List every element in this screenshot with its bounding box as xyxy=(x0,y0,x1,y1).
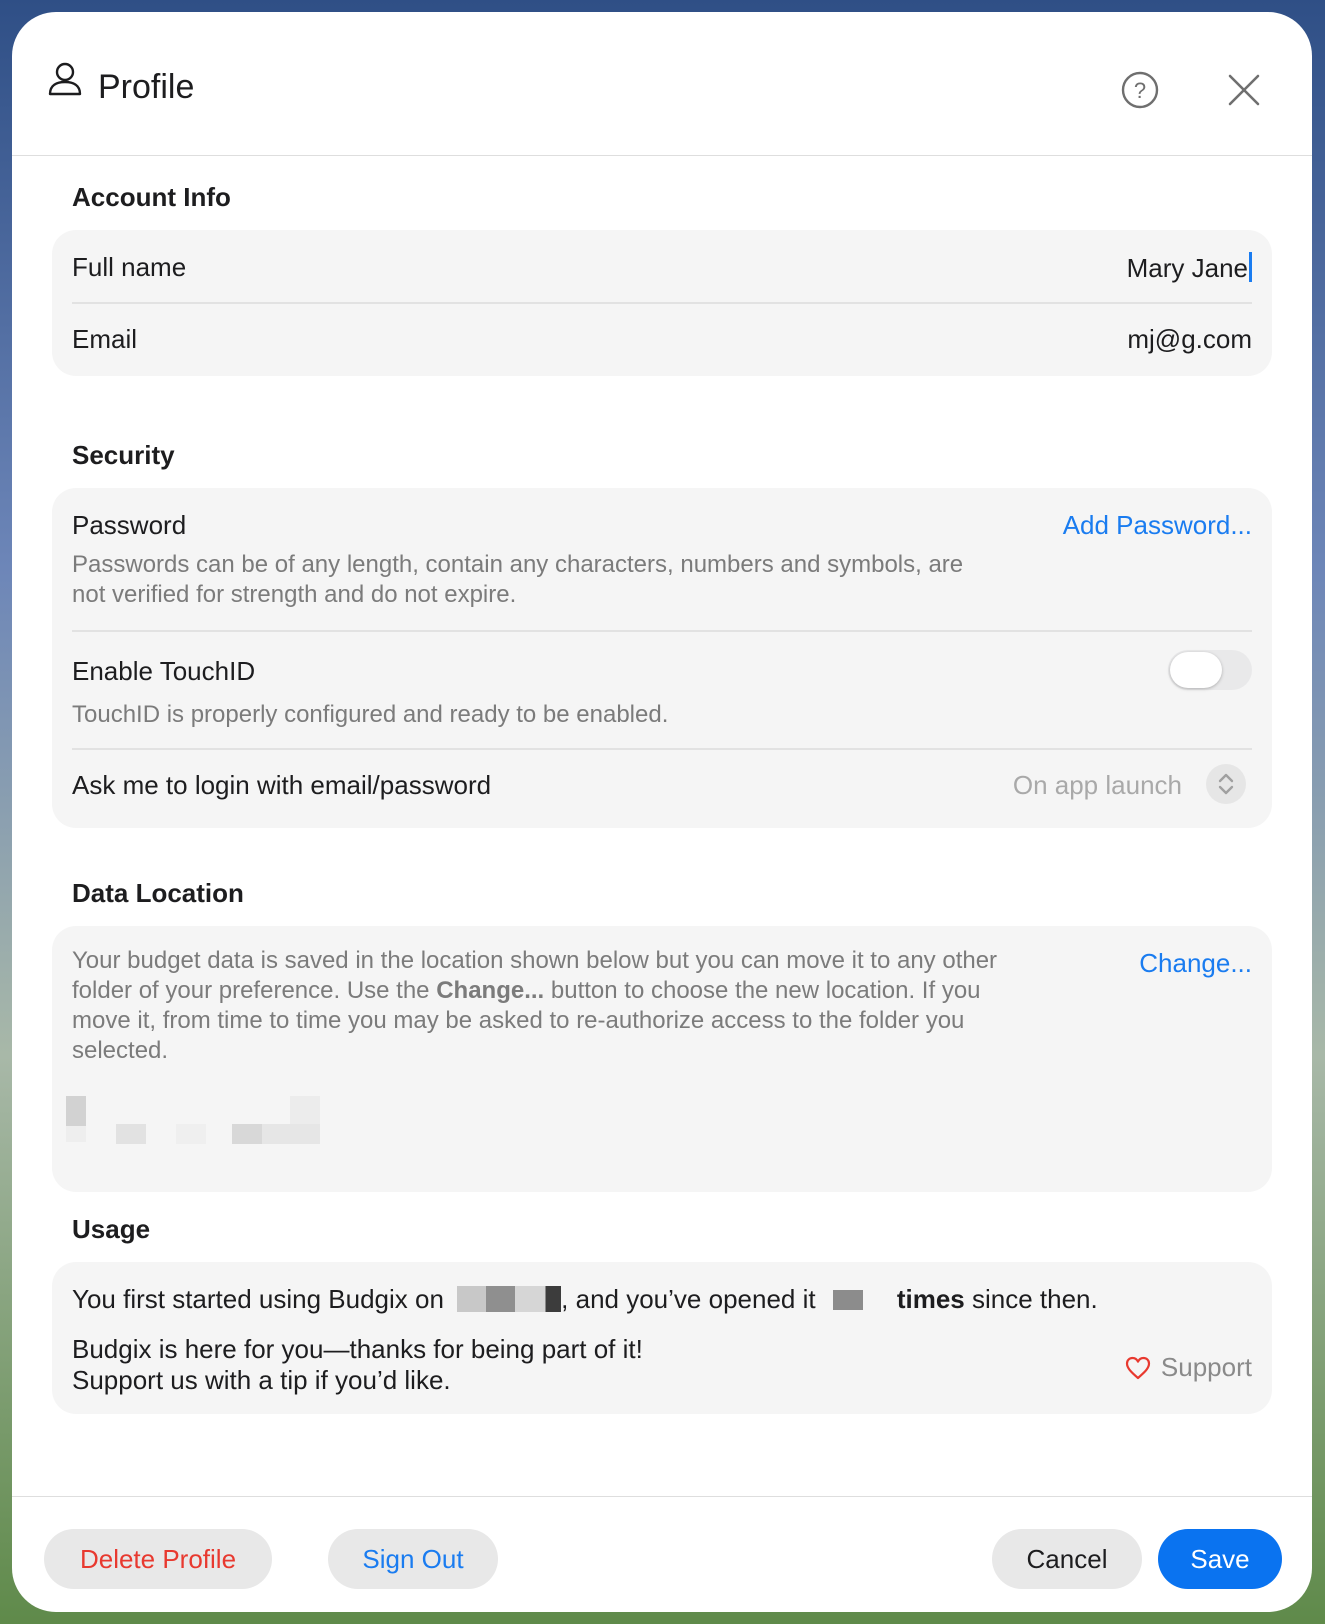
desc-text: button to choose the new location. If you xyxy=(544,977,981,1004)
password-description xyxy=(72,550,963,610)
data-location-desc-line xyxy=(72,976,997,1006)
account-info-heading: Account Info xyxy=(72,182,231,212)
usage-stats-line xyxy=(72,1284,1098,1315)
support-message xyxy=(72,1334,643,1396)
full-name-field[interactable] xyxy=(1127,252,1252,284)
dialog-footer xyxy=(12,1496,1312,1612)
redacted-count xyxy=(833,1290,863,1310)
save-button[interactable]: Save xyxy=(1158,1529,1282,1589)
usage-text: since then. xyxy=(964,1284,1098,1314)
support-message-line: Support us with a tip if you’d like. xyxy=(72,1365,451,1395)
password-label: Password xyxy=(72,510,187,540)
dialog-header xyxy=(12,12,1312,156)
password-desc-line: not verified for strength and do not expire. xyxy=(72,581,517,608)
account-info-card xyxy=(52,230,1272,376)
data-location-heading: Data Location xyxy=(72,878,244,908)
email-label: Email xyxy=(72,324,138,354)
sign-out-button[interactable]: Sign Out xyxy=(328,1529,498,1589)
security-card xyxy=(52,488,1272,828)
help-icon[interactable] xyxy=(1120,70,1160,110)
full-name-value: Mary Jane xyxy=(1126,253,1248,283)
profile-dialog xyxy=(12,12,1312,1612)
usage-text: , and you’ve opened it xyxy=(561,1284,816,1314)
support-message-line: Budgix is here for you—thanks for being part of it! xyxy=(72,1334,643,1364)
toggle-knob xyxy=(1170,652,1222,688)
close-icon[interactable] xyxy=(1224,70,1264,110)
desc-text: folder of your preference. Use the xyxy=(72,977,437,1004)
login-prompt-select[interactable]: On app launch xyxy=(1012,770,1182,800)
usage-card xyxy=(52,1262,1272,1414)
divider xyxy=(72,630,1252,632)
login-prompt-label: Ask me to login with email/password xyxy=(72,770,492,800)
full-name-label: Full name xyxy=(72,252,187,282)
touchid-description: TouchID is properly configured and ready to be enabled. xyxy=(72,701,669,728)
usage-bold-text: times xyxy=(896,1284,965,1314)
cancel-button[interactable]: Cancel xyxy=(992,1529,1142,1589)
text-cursor xyxy=(1249,252,1252,282)
divider xyxy=(72,302,1252,304)
usage-heading: Usage xyxy=(72,1214,151,1244)
delete-profile-button[interactable]: Delete Profile xyxy=(44,1529,272,1589)
svg-text:?: ? xyxy=(1133,78,1147,103)
change-location-link[interactable]: Change... xyxy=(1139,948,1252,978)
email-field[interactable]: mj@g.com xyxy=(1127,324,1252,354)
touchid-label: Enable TouchID xyxy=(72,656,256,686)
support-button[interactable] xyxy=(1125,1352,1252,1383)
heart-icon xyxy=(1125,1356,1151,1380)
support-label: Support xyxy=(1160,1352,1252,1382)
desc-bold-text: Change... xyxy=(436,977,545,1004)
divider xyxy=(72,748,1252,750)
usage-text: You first started using Budgix on xyxy=(72,1284,444,1314)
redacted-date xyxy=(457,1286,561,1312)
data-location-card xyxy=(52,926,1272,1192)
page-title: Profile xyxy=(98,68,195,106)
password-desc-line: Passwords can be of any length, contain any characters, numbers and symbols, are xyxy=(72,551,964,578)
security-heading: Security xyxy=(72,440,175,470)
person-icon xyxy=(46,60,84,98)
data-location-desc-line: Your budget data is saved in the location shown below but you can move it to any other xyxy=(72,947,998,974)
data-location-desc-line: selected. xyxy=(72,1037,169,1064)
chevron-up-down-icon[interactable] xyxy=(1206,764,1246,804)
touchid-toggle[interactable] xyxy=(1168,650,1252,690)
data-location-description xyxy=(72,946,997,1066)
add-password-link[interactable]: Add Password... xyxy=(1062,510,1252,540)
data-location-desc-line: move it, from time to time you may be asked to re-authorize access to the folder you xyxy=(72,1007,965,1034)
